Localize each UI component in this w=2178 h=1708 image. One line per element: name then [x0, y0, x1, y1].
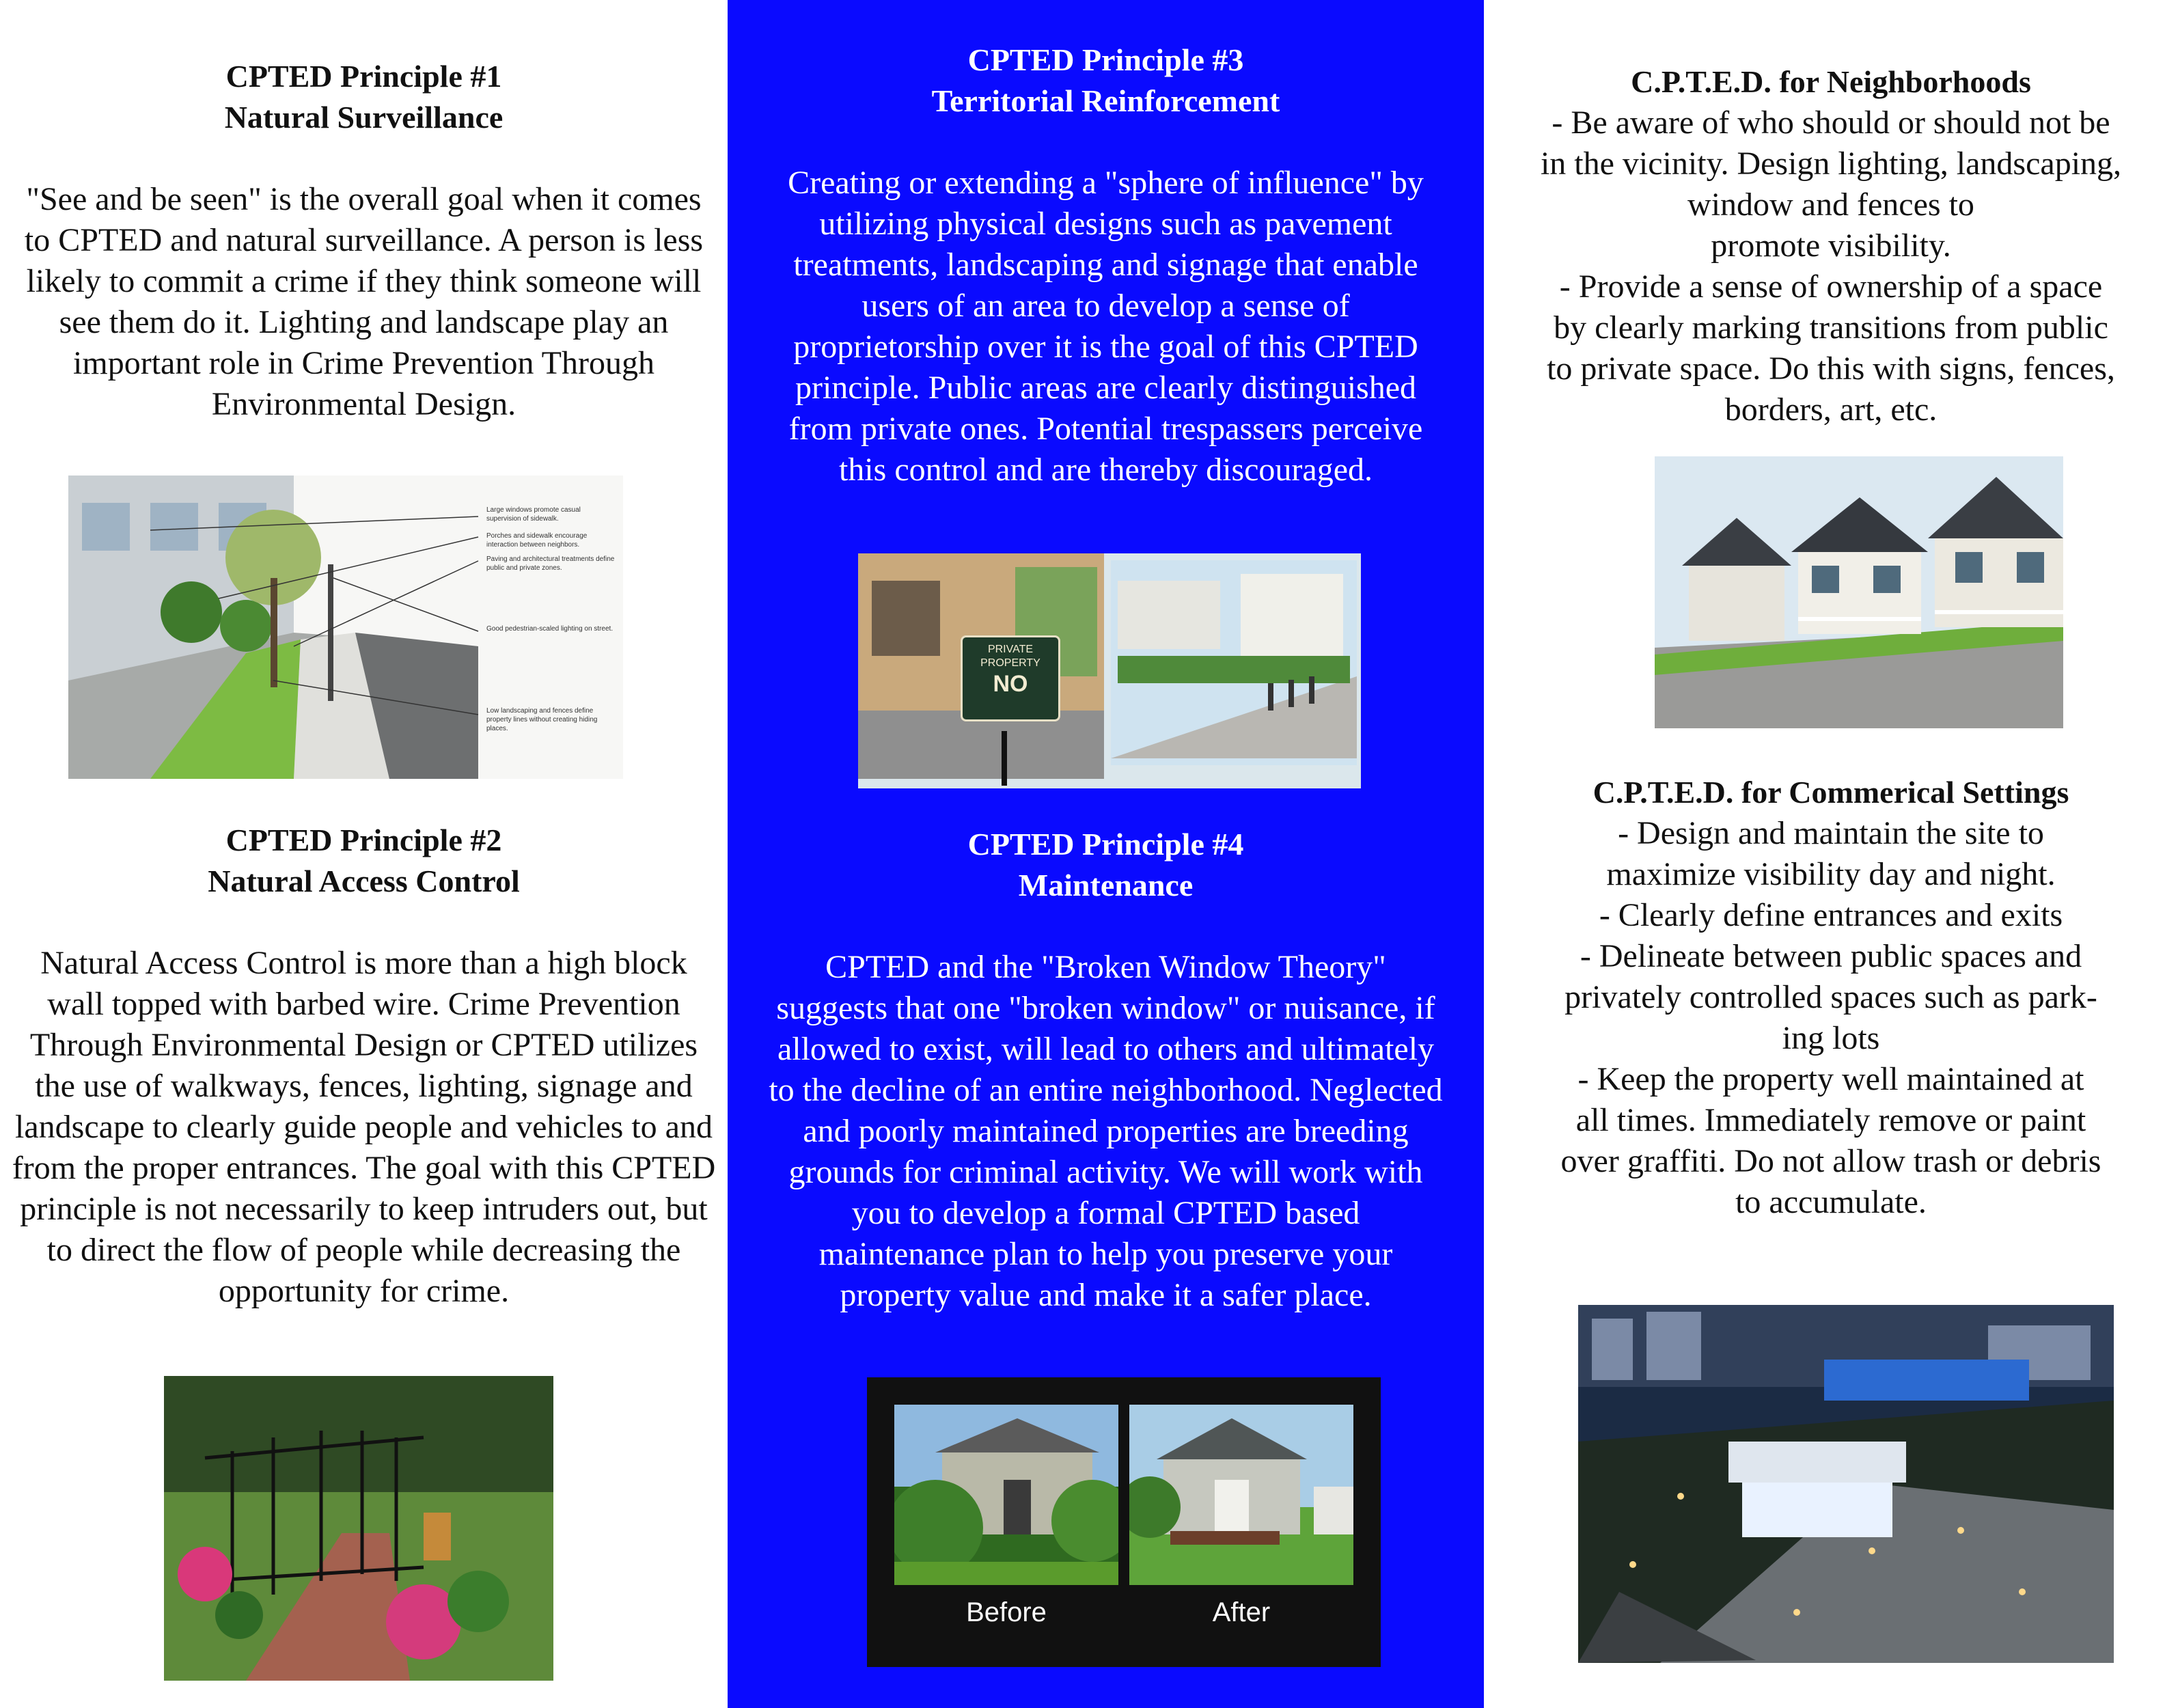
neighborhoods-body	[1484, 102, 2178, 430]
neighborhoods-line: promote visibility.	[1711, 228, 1951, 264]
sign-line-3: NO	[993, 671, 1028, 697]
middle-panel	[728, 0, 1484, 1708]
left-panel	[0, 0, 728, 1708]
right-panel	[1484, 0, 2178, 1708]
principle-2-body: Natural Access Control is more than a high block wall topped with barbed wire. Crime Prevention Through Environmental Design or CPTED utilizes the use of walkways, fences, lighting, signage and landscape to clearly guide people and vehicles to and from the proper entrances. The goal with this CPTED principle is not necessarily to keep intruders out, but to direct the flow of people while decreasing the opportunity for crime.	[12, 945, 716, 1309]
principle-1-body: "See and be seen" is the overall goal when it comes to CPTED and natural surveillance. A person is less likely to commit a crime if they think someone will see them do it. Lighting and landscape play an important role in Crime Prevention Through Environmental Design.	[24, 181, 704, 422]
principle-2-number: CPTED Principle #2	[225, 823, 502, 857]
commercial-night-photo	[1578, 1305, 2114, 1663]
sign-line-2: PROPERTY	[980, 657, 1040, 669]
principle-4-heading	[728, 824, 1484, 906]
callout-paving: Paving and architectural treatments define public and private zones.	[486, 555, 615, 572]
commercial-heading: C.P.T.E.D. for Commerical Settings	[1593, 775, 2069, 810]
neighborhoods-line: in the vicinity. Design lighting, landscaping,	[1540, 146, 2122, 182]
principle-1-title: Natural Surveillance	[224, 100, 504, 135]
commercial-line: - Design and maintain the site to	[1618, 815, 2044, 851]
private-property-sign	[961, 635, 1060, 721]
natural-surveillance-diagram	[68, 476, 623, 779]
principle-3-title: Territorial Reinforcement	[931, 83, 1280, 118]
commercial-line: over graffiti. Do not allow trash or debris	[1560, 1143, 2101, 1179]
principle-2-title: Natural Access Control	[208, 864, 520, 898]
commercial-line: - Clearly define entrances and exits	[1599, 897, 2063, 933]
principle-4-body: CPTED and the "Broken Window Theory" suggests that one "broken window" or nuisance, if allowed to exist, will lead to others and ultimately to the decline of an entire neighborhood. Neglected and poorly maintained properties are breeding grounds for criminal activity. We will work with you to develop a formal CPTED based maintenance plan to help you preserve your property value and make it a safer place.	[769, 949, 1443, 1313]
commercial-line: ing lots	[1782, 1020, 1880, 1056]
principle-3-body: Creating or extending a "sphere of influence" by utilizing physical designs such as pavement treatments, landscaping and signage that enable users of an area to develop a sense of proprietorship over it is the goal of this CPTED principle. Public areas are clearly distinguished from private ones. Potential trespassers perceive this control and are thereby discouraged.	[788, 165, 1424, 488]
callout-windows: Large windows promote casual supervision of sidewalk.	[486, 506, 581, 523]
callout-porches: Porches and sidewalk encourage interaction between neighbors.	[486, 532, 588, 549]
neighborhood-houses-photo	[1655, 456, 2063, 728]
commercial-line: - Keep the property well maintained at	[1577, 1061, 2084, 1097]
principle-2-text	[10, 943, 718, 1312]
commercial-line: all times. Immediately remove or paint	[1575, 1102, 2086, 1138]
principle-4-title: Maintenance	[1018, 868, 1194, 903]
sign-line-1: PRIVATE	[987, 644, 1034, 655]
neighborhoods-line: borders, art, etc.	[1724, 391, 1938, 428]
commercial-body	[1484, 813, 2178, 1223]
diagram-callouts	[486, 506, 616, 733]
neighborhoods-line: - Provide a sense of ownership of a space	[1559, 268, 2103, 305]
after-photo	[1129, 1405, 1353, 1585]
commercial-line: maximize visibility day and night.	[1606, 856, 2056, 892]
commercial-line: - Delineate between public spaces and	[1580, 938, 2082, 974]
principle-3-number: CPTED Principle #3	[967, 42, 1244, 77]
principle-2-heading	[0, 820, 728, 902]
callout-landscaping: Low landscaping and fences define property lines without creating hiding places.	[486, 707, 598, 732]
callout-lighting: Good pedestrian-scaled lighting on street.	[486, 625, 614, 633]
neighborhoods-line: window and fences to	[1687, 187, 1974, 223]
neighborhoods-line: by clearly marking transitions from public	[1554, 309, 2108, 346]
before-after-photos	[867, 1377, 1381, 1667]
neighborhoods-line: to private space. Do this with signs, fences,	[1547, 350, 2115, 387]
neighborhoods-section	[1484, 61, 2178, 430]
principle-1-heading	[0, 56, 728, 138]
neighborhoods-line: - Be aware of who should or should not be	[1552, 105, 2110, 141]
commercial-line: to accumulate.	[1735, 1184, 1927, 1220]
principle-4-number: CPTED Principle #4	[967, 827, 1244, 862]
commercial-section	[1484, 772, 2178, 1223]
principle-4-text	[769, 947, 1443, 1316]
principle-3-heading	[728, 40, 1484, 122]
commercial-line: privately controlled spaces such as park-	[1564, 979, 2097, 1015]
gate-garden-photo	[164, 1376, 553, 1681]
principle-3-text	[769, 163, 1443, 491]
principle-1-text	[10, 179, 718, 425]
neighborhoods-heading: C.P.T.E.D. for Neighborhoods	[1631, 64, 2031, 99]
before-photo	[894, 1405, 1118, 1585]
before-label: Before	[966, 1597, 1047, 1627]
principle-1-number: CPTED Principle #1	[225, 59, 502, 94]
territorial-photos	[858, 553, 1361, 788]
after-label: After	[1212, 1597, 1271, 1627]
